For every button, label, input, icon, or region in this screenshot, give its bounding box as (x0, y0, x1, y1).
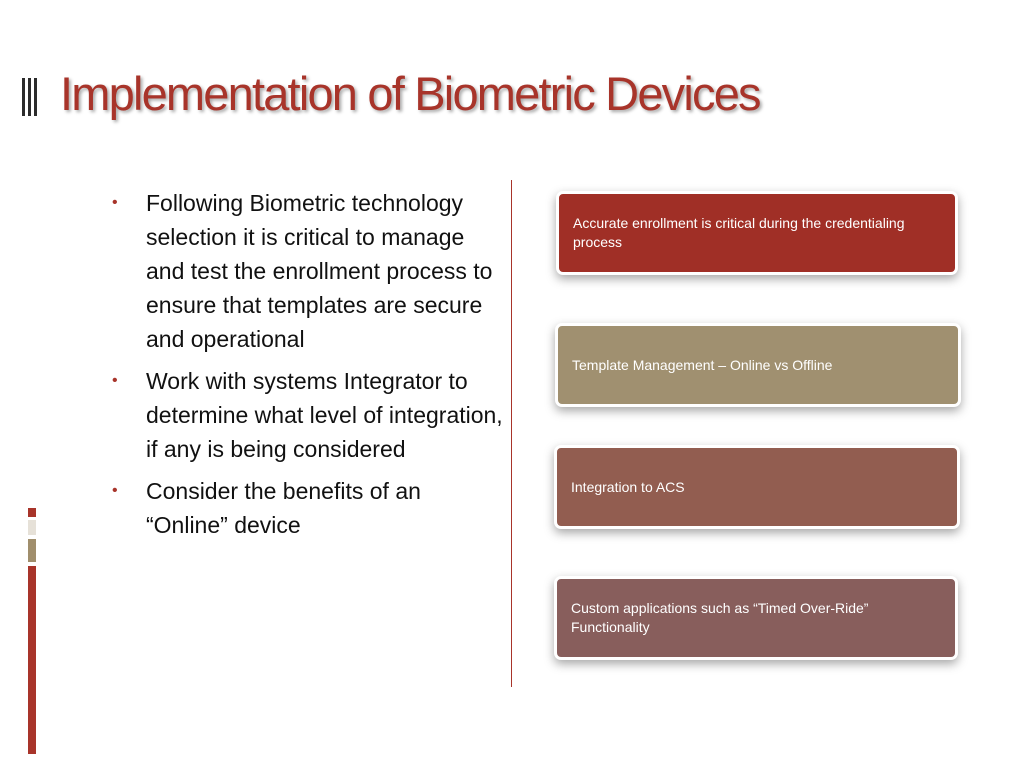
bullet-dot-icon: • (112, 194, 118, 211)
bullet-text: Following Biometric technology selection it is critical to manage and test the enrollment process to ensure that templates are secure and operational (146, 190, 493, 352)
info-box-custom-applications (554, 576, 958, 660)
info-box-text: Template Management – Online vs Offline (572, 356, 833, 373)
info-box-enrollment (556, 191, 958, 275)
bullet-item (112, 186, 508, 356)
info-box-text: Accurate enrollment is critical during the credentialing process (573, 215, 905, 250)
bullet-text: Consider the benefits of an “Online” device (146, 478, 421, 538)
decor-bar-segment (28, 520, 36, 535)
slide-title: Implementation of Biometric Devices (60, 67, 760, 120)
decor-bar-segment (28, 539, 36, 562)
info-box-text: Custom applications such as “Timed Over-Ride” Functionality (571, 600, 869, 635)
decor-bar-segment (28, 566, 36, 754)
info-box-template-management (555, 323, 961, 407)
bullet-list (112, 186, 508, 550)
title-marker-icon (22, 78, 38, 116)
info-box-integration (554, 445, 960, 529)
bullet-text: Work with systems Integrator to determine what level of integration, if any is being considered (146, 368, 503, 462)
bullet-dot-icon: • (112, 372, 118, 389)
vertical-divider (511, 180, 512, 687)
info-box-text: Integration to ACS (571, 478, 685, 495)
bullet-item (112, 474, 508, 542)
bullet-item (112, 364, 508, 466)
bullet-dot-icon: • (112, 482, 118, 499)
decor-bar-segment (28, 508, 36, 517)
